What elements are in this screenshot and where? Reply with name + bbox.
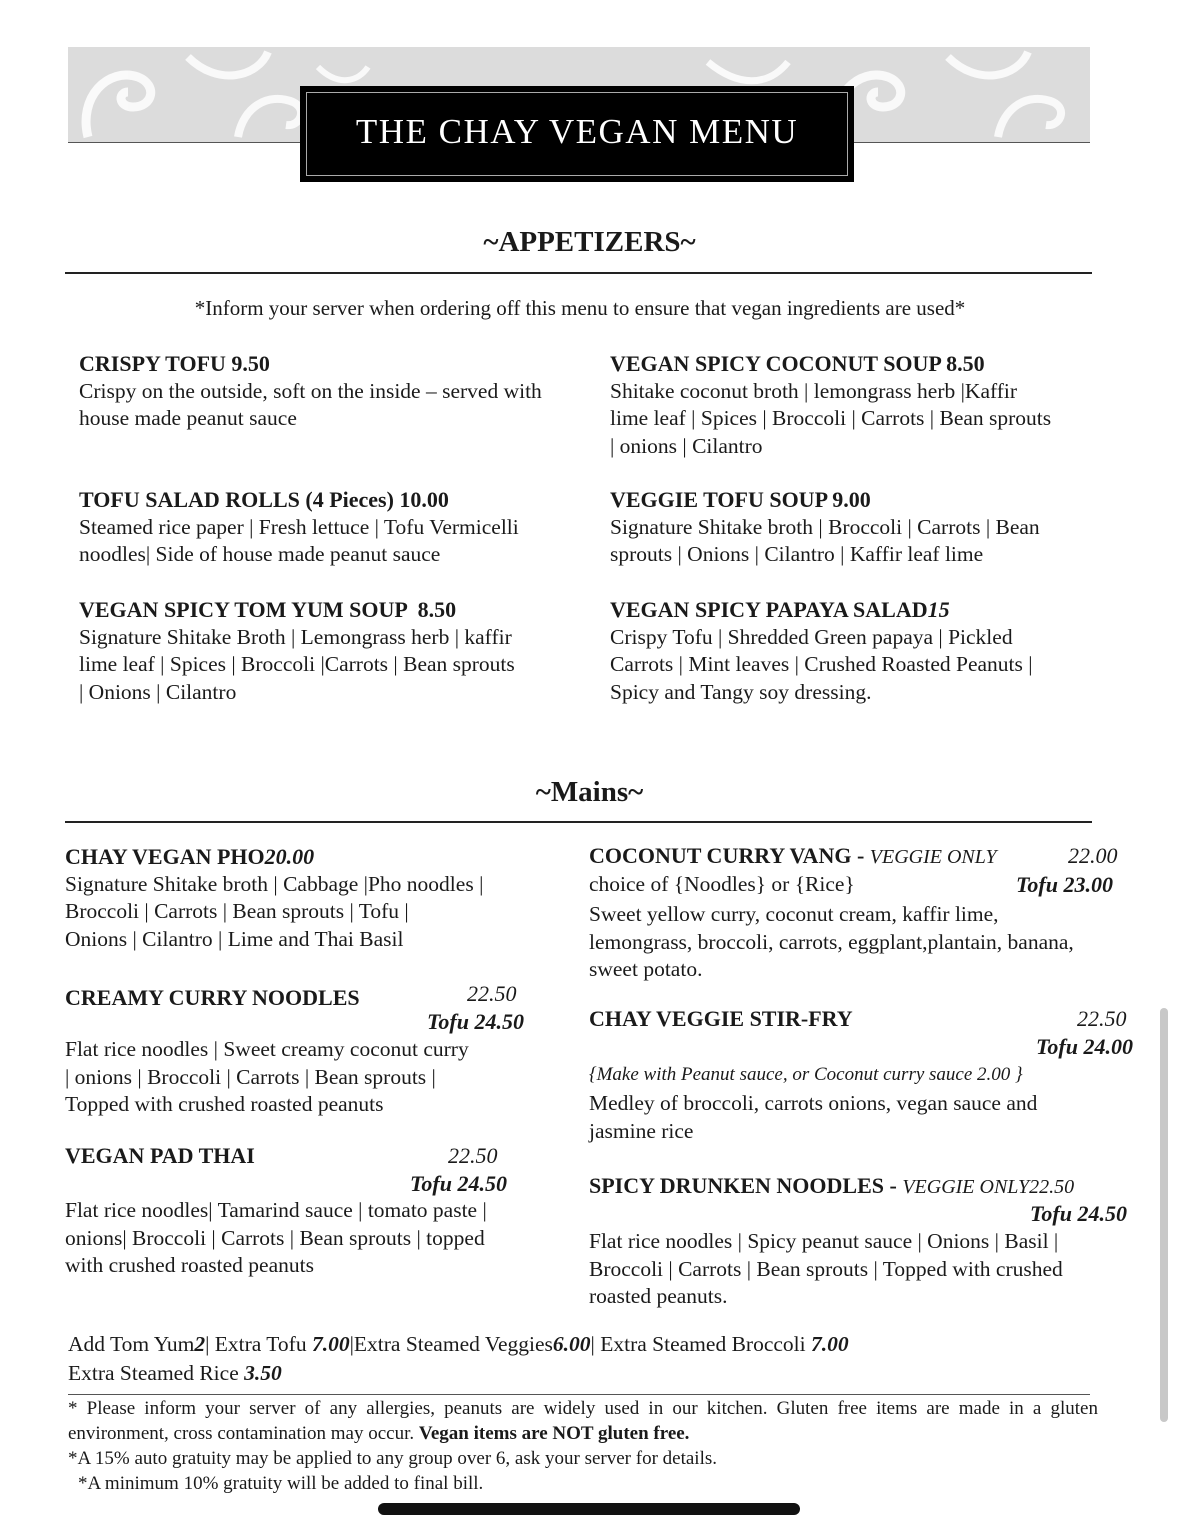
footer-notes	[68, 1396, 1098, 1496]
extras-line-2: Extra Steamed Rice 3.50	[68, 1361, 282, 1385]
gratuity-note-2: *A minimum 10% gratuity will be added to final bill.	[78, 1473, 484, 1494]
menu-item-tom-yum-soup	[79, 596, 599, 706]
item-desc-line: Carrots | Mint leaves | Crushed Roasted Peanuts |	[610, 652, 1033, 676]
item-desc-line: Steamed rice paper | Fresh lettuce | Tofu Vermicelli	[79, 514, 519, 539]
item-desc-line: Flat rice noodles | Spicy peanut sauce | Onions | Basil |	[589, 1229, 1059, 1253]
item-name-stir-fry: CHAY VEGGIE STIR-FRY	[589, 1006, 853, 1031]
item-price: 15	[927, 597, 950, 622]
mains-heading: ~Mains~	[535, 776, 644, 808]
item-desc-line: Crispy on the outside, soft on the inside – served with	[79, 378, 542, 403]
mains-rule	[65, 821, 1092, 823]
item-desc-line: sweet potato.	[589, 957, 703, 981]
item-name: VEGGIE TOFU SOUP 9.00	[610, 487, 871, 512]
item-desc-line: Flat rice noodles | Sweet creamy coconut curry	[65, 1037, 469, 1061]
coconut-curry-choice: choice of {Noodles} or {Rice}	[589, 872, 855, 896]
menu-item-papaya-salad	[610, 596, 1170, 706]
item-desc-line: lime leaf | Spices | Broccoli | Carrots | Bean sprouts	[610, 406, 1052, 430]
item-desc-line: Signature Shitake Broth | Lemongrass herb | kaffir	[79, 624, 512, 649]
item-tofu-price-stir-fry: Tofu 24.00	[1036, 1034, 1133, 1059]
extras-section	[68, 1330, 849, 1388]
menu-title: THE CHAY VEGAN MENU	[355, 112, 799, 151]
item-desc-line: noodles| Side of house made peanut sauce	[79, 542, 441, 566]
item-desc-line: Spicy and Tangy soy dressing.	[610, 679, 872, 704]
menu-item-pho	[65, 843, 555, 953]
item-name: CHAY VEGAN PHO	[65, 844, 265, 869]
item-desc-line: Signature Shitake broth | Cabbage |Pho noodles |	[65, 871, 484, 896]
item-desc-line: Shitake coconut broth | lemongrass herb |Kaffir	[610, 378, 1018, 403]
item-price-coconut-curry: 22.00	[1068, 843, 1118, 868]
item-price: 20.00	[264, 844, 315, 869]
home-indicator[interactable]	[378, 1503, 800, 1515]
item-name: TOFU SALAD ROLLS (4 Pieces) 10.00	[79, 487, 449, 512]
item-desc-line: | onions | Cilantro	[610, 433, 763, 458]
stir-fry-sauce-note: {Make with Peanut sauce, or Coconut curry sauce 2.00 }	[589, 1064, 1023, 1085]
item-name-pad-thai: VEGAN PAD THAI	[65, 1143, 255, 1168]
appetizers-heading: ~APPETIZERS~	[483, 226, 696, 258]
veggie-only-tag: VEGGIE ONLY22.50	[902, 1176, 1075, 1198]
menu-item-salad-rolls	[79, 486, 599, 569]
item-name-coconut-curry: COCONUT CURRY VANG - VEGGIE ONLY	[589, 843, 997, 868]
item-price-pad-thai: 22.50	[448, 1143, 498, 1168]
item-name-drunken-noodles: SPICY DRUNKEN NOODLES - VEGGIE ONLY22.50	[589, 1173, 1075, 1198]
item-desc-line: Crispy Tofu | Shredded Green papaya | Pickled	[610, 624, 1013, 649]
scrollbar[interactable]	[1160, 1008, 1168, 1422]
item-tofu-price-creamy-curry: Tofu 24.50	[427, 1009, 524, 1034]
item-desc-line: | Onions | Cilantro	[79, 679, 237, 704]
item-desc-line: Topped with crushed roasted peanuts	[65, 1092, 384, 1116]
item-price-creamy-curry: 22.50	[467, 981, 517, 1006]
item-desc-line: Signature Shitake broth | Broccoli | Carrots | Bean	[610, 514, 1040, 539]
item-desc-line: Sweet yellow curry, coconut cream, kaffir lime,	[589, 902, 999, 926]
item-tofu-price-pad-thai: Tofu 24.50	[410, 1171, 507, 1196]
item-desc-line: Medley of broccoli, carrots onions, vegan sauce and	[589, 1091, 1038, 1115]
footer-rule	[68, 1394, 1090, 1395]
item-tofu-price-drunken-noodles: Tofu 24.50	[1030, 1201, 1127, 1226]
vegan-notice: *Inform your server when ordering off this menu to ensure that vegan ingredients are used*	[194, 296, 966, 320]
menu-item-veggie-tofu-soup	[610, 486, 1170, 569]
gratuity-note-1: *A 15% auto gratuity may be applied to any group over 6, ask your server for details.	[68, 1448, 717, 1469]
item-desc-line: house made peanut sauce	[79, 406, 297, 430]
item-desc-line: | onions | Broccoli | Carrots | Bean sprouts |	[65, 1064, 436, 1089]
item-desc-line: jasmine rice	[589, 1118, 694, 1143]
item-name: VEGAN SPICY PAPAYA SALAD	[610, 597, 928, 622]
menu-item-stir-fry	[589, 1090, 1149, 1145]
item-name-creamy-curry: CREAMY CURRY NOODLES	[65, 985, 360, 1010]
item-desc-line: onions| Broccoli | Carrots | Bean sprouts | topped	[65, 1225, 485, 1250]
veggie-only-tag: VEGGIE ONLY	[869, 846, 997, 868]
menu-item-coconut-curry	[589, 901, 1149, 984]
item-name-row	[65, 843, 555, 871]
item-name: VEGAN SPICY TOM YUM SOUP 8.50	[79, 597, 457, 622]
item-name: CRISPY TOFU 9.50	[79, 351, 270, 376]
menu-item-crispy-tofu	[79, 350, 599, 433]
item-desc-line: lemongrass, broccoli, carrots, eggplant,plantain, banana,	[589, 929, 1074, 954]
extras-line-1: Add Tom Yum2| Extra Tofu 7.00|Extra Steamed Veggies6.00| Extra Steamed Broccoli 7.00	[68, 1332, 849, 1356]
item-desc-line: Broccoli | Carrots | Bean sprouts | Tofu |	[65, 899, 409, 923]
menu-item-creamy-curry	[65, 1036, 555, 1119]
item-desc-line: with crushed roasted peanuts	[65, 1253, 314, 1277]
item-desc-line: lime leaf | Spices | Broccoli |Carrots | Bean sprouts	[79, 652, 515, 676]
appetizers-rule	[65, 272, 1092, 274]
item-name: VEGAN SPICY COCONUT SOUP 8.50	[610, 351, 985, 376]
item-desc-line: Flat rice noodles| Tamarind sauce | tomato paste |	[65, 1198, 487, 1222]
item-price-stir-fry: 22.50	[1077, 1006, 1127, 1031]
item-tofu-price-coconut-curry: Tofu 23.00	[1016, 872, 1113, 897]
item-desc-line: Broccoli | Carrots | Bean sprouts | Topped with crushed	[589, 1256, 1063, 1281]
menu-item-pad-thai	[65, 1197, 565, 1280]
menu-item-drunken-noodles	[589, 1228, 1154, 1311]
menu-item-coconut-soup	[610, 350, 1170, 460]
item-desc-line: sprouts | Onions | Cilantro | Kaffir leaf lime	[610, 542, 984, 566]
item-desc-line: roasted peanuts.	[589, 1284, 728, 1308]
title-box	[300, 86, 854, 182]
allergy-note: * Please inform your server of any allergies, peanuts are widely used in our kitchen. Gluten free items are made in a gluten environment, cross contamination may occur. Vegan items are NOT gluten free.	[68, 1398, 1098, 1444]
item-desc-line: Onions | Cilantro | Lime and Thai Basil	[65, 926, 404, 951]
item-name-row	[610, 596, 1170, 624]
